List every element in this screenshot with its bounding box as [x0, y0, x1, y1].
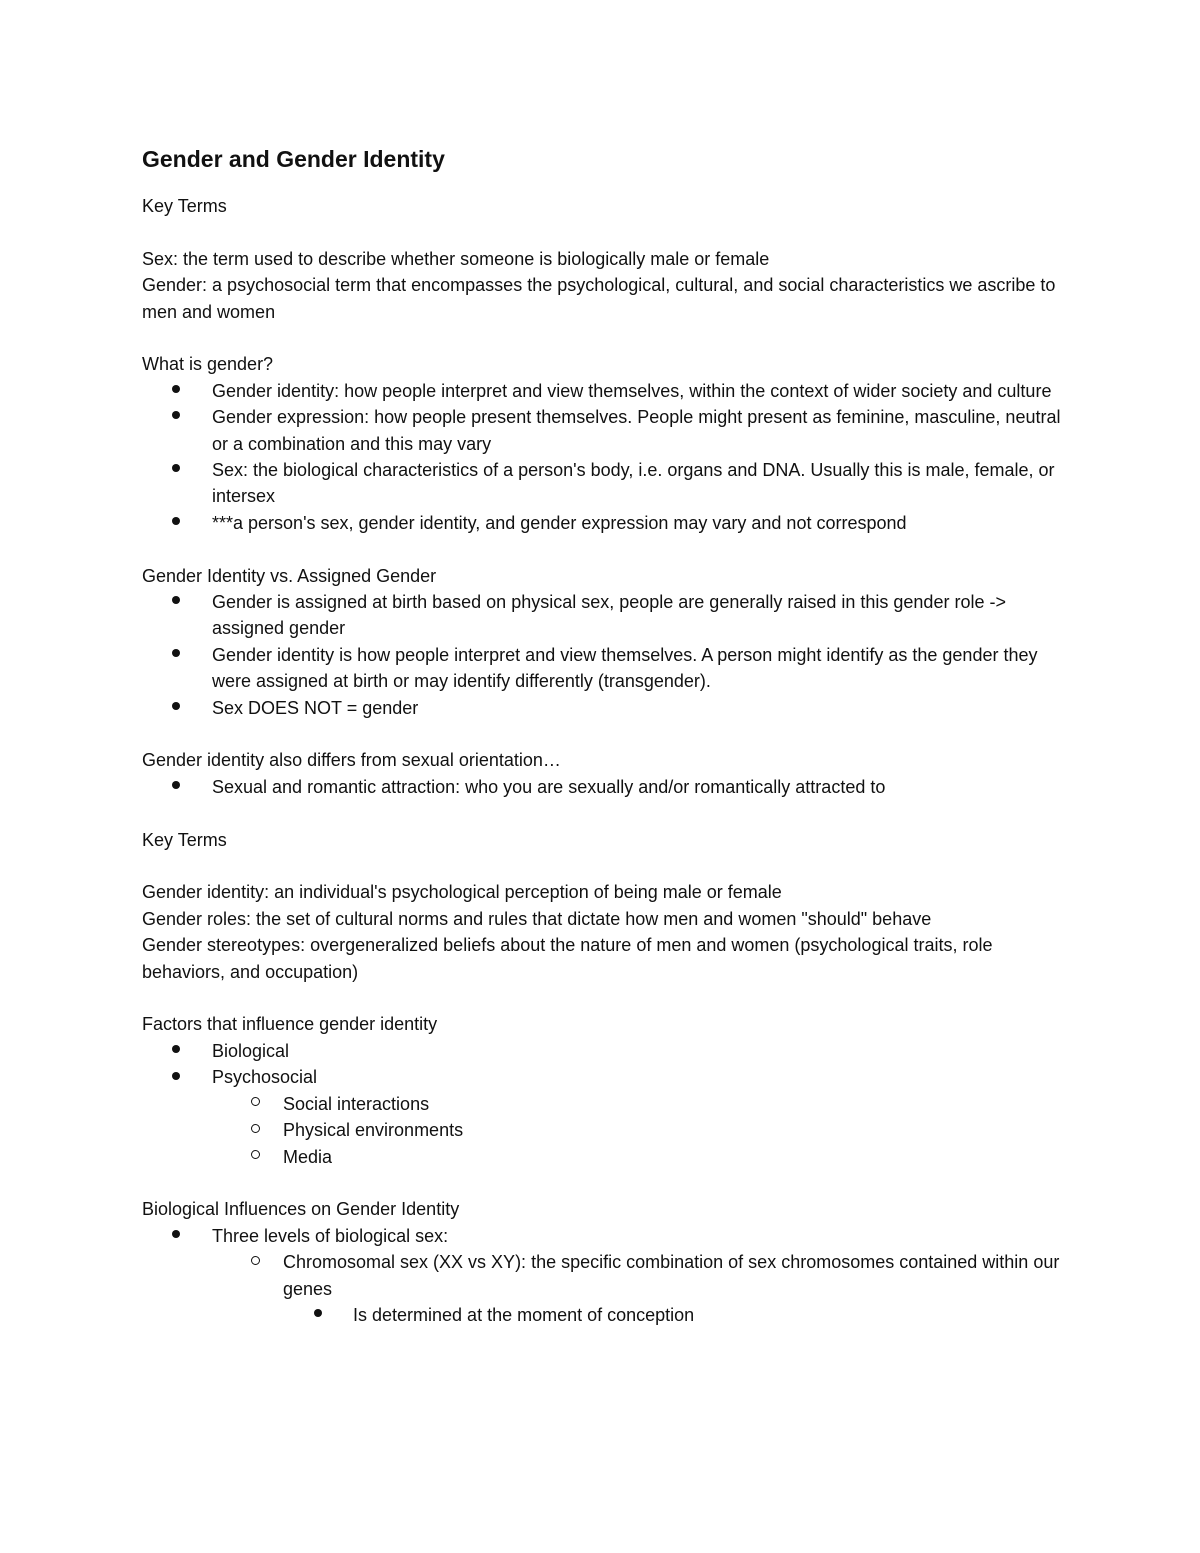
spacer [142, 800, 1062, 826]
definition-line: Gender: a psychosocial term that encompasses the psychological, cultural, and social characteristics we ascribe to men and women [142, 275, 1056, 322]
definition-line: Gender stereotypes: overgeneralized beliefs about the nature of men and women (psychological traits, role behaviors, and occupation) [142, 935, 993, 982]
spacer [142, 219, 1062, 245]
section-heading-identity-vs-assigned: Gender Identity vs. Assigned Gender [142, 565, 437, 586]
bullet-icon [172, 404, 180, 430]
bullet-icon [172, 589, 180, 615]
bullet-list [142, 774, 1062, 800]
list-item: Three levels of biological sex: [142, 1223, 1062, 1249]
bullet-icon [172, 774, 180, 800]
spacer [142, 1170, 1062, 1196]
bullet-list [142, 378, 1062, 536]
circle-bullet-icon [251, 1117, 260, 1143]
list-item: Sex DOES NOT = gender [142, 695, 1062, 721]
bullet-icon [172, 1038, 180, 1064]
list-item: Sex: the biological characteristics of a person's body, i.e. organs and DNA. Usually this is male, female, or intersex [142, 457, 1062, 510]
section-heading-key-terms: Key Terms [142, 829, 227, 850]
document-page [142, 140, 1062, 1328]
list-item: Gender identity: how people interpret and view themselves, within the context of wider society and culture [142, 378, 1062, 404]
circle-bullet-icon [251, 1091, 260, 1117]
section-heading-what-is-gender: What is gender? [142, 354, 274, 375]
list-item: Gender expression: how people present themselves. People might present as feminine, masculine, neutral or a combination and this may vary [142, 404, 1062, 457]
sub-list-item: Physical environments [142, 1117, 1062, 1143]
bullet-icon [172, 695, 180, 721]
bullet-icon [172, 457, 180, 483]
list-item: Gender is assigned at birth based on physical sex, people are generally raised in this gender role -> assigned gender [142, 589, 1062, 642]
bullet-icon [172, 378, 180, 404]
spacer [142, 985, 1062, 1011]
section-heading-bio-influences: Biological Influences on Gender Identity [142, 1199, 460, 1220]
bullet-icon [314, 1302, 322, 1328]
definition-line: Gender roles: the set of cultural norms and rules that dictate how men and women "should" behave [142, 908, 932, 929]
sub-list-item: Media [142, 1144, 1062, 1170]
list-item: Psychosocial [142, 1064, 1062, 1090]
sub-list-item: Social interactions [142, 1091, 1062, 1117]
definition-line: Sex: the term used to describe whether someone is biologically male or female [142, 248, 770, 269]
bullet-icon [172, 1064, 180, 1090]
list-item: ***a person's sex, gender identity, and gender expression may vary and not correspond [142, 510, 1062, 536]
list-item: Biological [142, 1038, 1062, 1064]
circle-bullet-icon [251, 1144, 260, 1170]
section-heading-key-terms: Key Terms [142, 196, 227, 216]
sub-list-item: Chromosomal sex (XX vs XY): the specific combination of sex chromosomes contained within our genes [142, 1249, 1062, 1302]
bullet-list [142, 1223, 1062, 1329]
sub-sub-list-item: Is determined at the moment of conception [142, 1302, 1062, 1328]
spacer [142, 536, 1062, 562]
section-heading-factors: Factors that influence gender identity [142, 1014, 438, 1035]
spacer [142, 853, 1062, 879]
bullet-icon [172, 510, 180, 536]
bullet-icon [172, 642, 180, 668]
list-item: Sexual and romantic attraction: who you are sexually and/or romantically attracted to [142, 774, 1062, 800]
list-item: Gender identity is how people interpret and view themselves. A person might identify as the gender they were assigned at birth or may identify differently (transgender). [142, 642, 1062, 695]
spacer [142, 325, 1062, 351]
bullet-icon [172, 1223, 180, 1249]
circle-bullet-icon [251, 1249, 260, 1275]
section-heading-orientation: Gender identity also differs from sexual orientation… [142, 750, 561, 771]
bullet-list [142, 1038, 1062, 1170]
document-title: Gender and Gender Identity [142, 146, 445, 172]
bullet-list [142, 589, 1062, 721]
definition-line: Gender identity: an individual's psychological perception of being male or female [142, 882, 782, 903]
spacer [142, 721, 1062, 747]
